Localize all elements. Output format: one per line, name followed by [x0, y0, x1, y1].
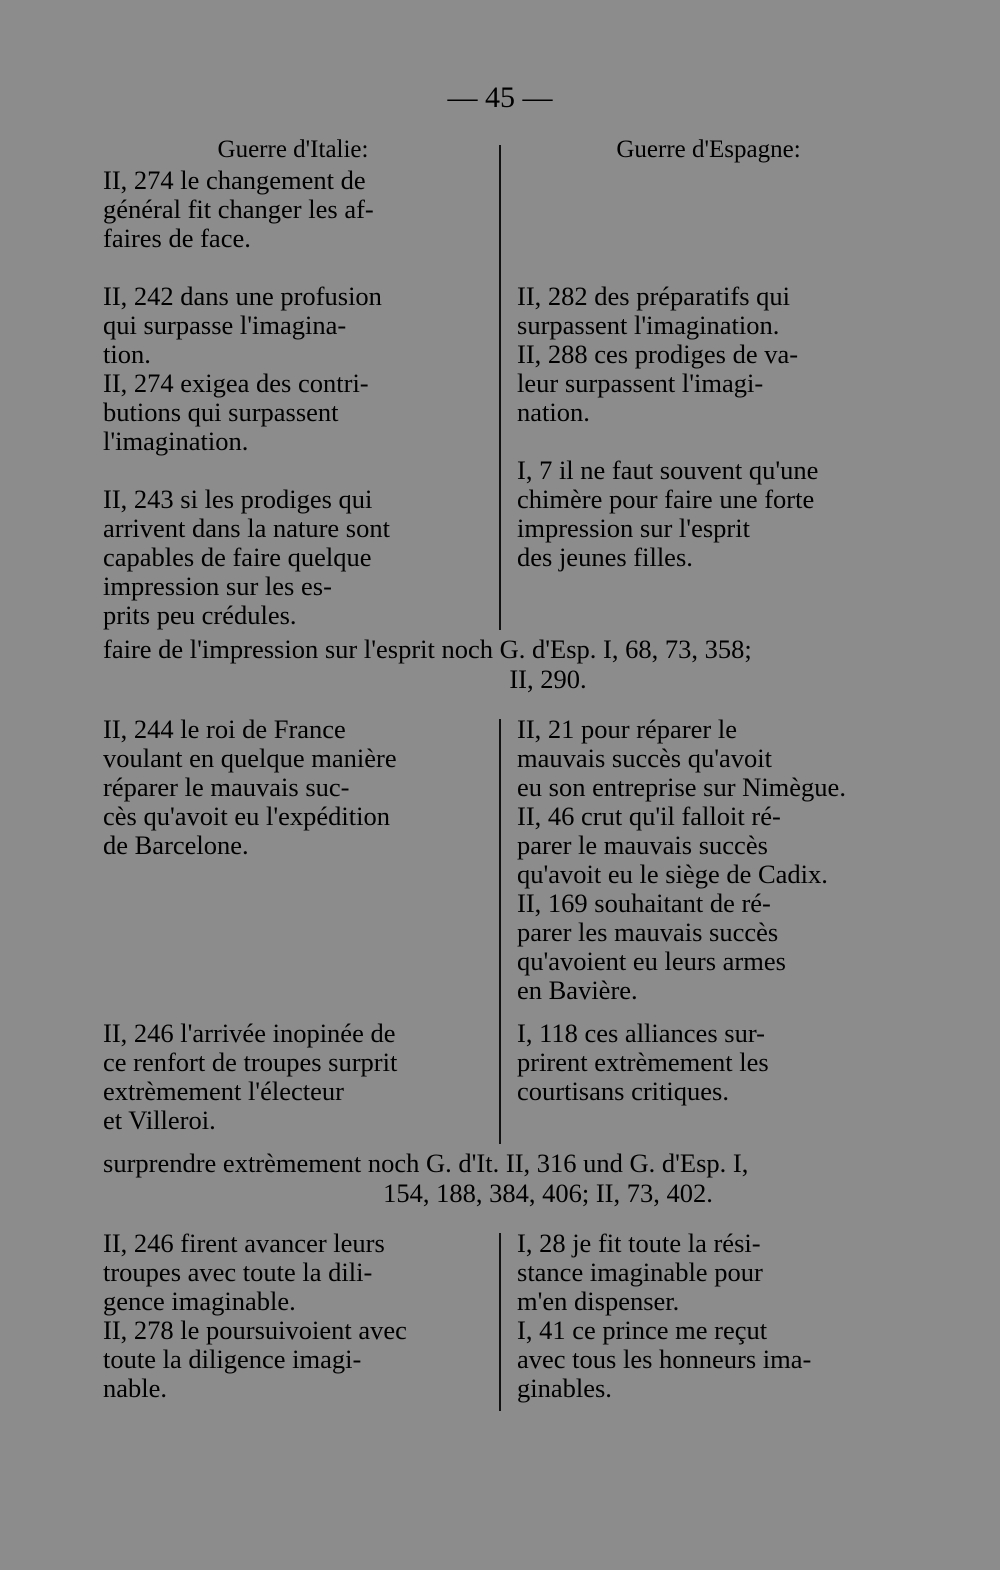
- citation-line: m'en dispenser.: [517, 1286, 680, 1316]
- blank-line: [517, 427, 900, 456]
- citation-line: tion.: [103, 339, 151, 369]
- citation-line: cès qu'avoit eu l'expédition: [103, 801, 390, 831]
- citation-line: eu son entreprise sur Nimègue.: [517, 772, 846, 802]
- note-surprendre: [103, 1148, 903, 1208]
- citation-line: I, 118 ces alliances sur-: [517, 1018, 765, 1048]
- citation-line: général fit changer les af-: [103, 194, 374, 224]
- citation-entry: [103, 1019, 483, 1135]
- citation-line: II, 169 souhaitant de ré-: [517, 888, 771, 918]
- citation-line: gence imaginable.: [103, 1286, 296, 1316]
- section-2-left-column: [103, 715, 483, 860]
- citation-line: en Bavière.: [517, 975, 638, 1005]
- citation-line: ce renfort de troupes surprit: [103, 1047, 398, 1077]
- citation-line: parer les mauvais succès: [517, 917, 779, 947]
- citation-line: II, 288 ces prodiges de va-: [517, 339, 799, 369]
- citation-line: II, 246 l'arrivée inopinée de: [103, 1018, 396, 1048]
- citation-line: troupes avec toute la dili-: [103, 1257, 373, 1287]
- note-faire-impression: [103, 634, 903, 694]
- citation-entry: [103, 715, 483, 860]
- blank-line: [517, 195, 900, 224]
- citation-entry: [103, 166, 483, 253]
- citation-line: faires de face.: [103, 223, 251, 253]
- citation-line: II, 278 le poursuivoient avec: [103, 1315, 407, 1345]
- note-line: faire de l'impression sur l'esprit noch G. d'Esp. I, 68, 73, 358;: [103, 634, 752, 664]
- section-2-right-column: [517, 715, 900, 1005]
- citation-line: surpassent l'imagination.: [517, 310, 780, 340]
- citation-line: arrivent dans la nature sont: [103, 513, 390, 543]
- note-line: II, 290.: [509, 664, 587, 694]
- note-line: surprendre extrèmement noch G. d'It. II, 316 und G. d'Esp. I,: [103, 1148, 749, 1178]
- citation-line: stance imaginable pour: [517, 1257, 763, 1287]
- blank-line: [103, 253, 483, 282]
- heading-guerre-italie: Guerre d'Italie:: [217, 136, 369, 163]
- citation-line: extrèmement l'électeur: [103, 1076, 344, 1106]
- section-4-right-column: [517, 1229, 900, 1403]
- citation-line: qui surpasse l'imagina-: [103, 310, 347, 340]
- citation-line: II, 46 crut qu'il falloit ré-: [517, 801, 781, 831]
- citation-line: toute la diligence imagi-: [103, 1344, 362, 1374]
- section-3-right-column: [517, 1019, 900, 1106]
- citation-line: réparer le mauvais suc-: [103, 772, 350, 802]
- citation-entry: [103, 1229, 483, 1316]
- citation-entry: [517, 1019, 900, 1106]
- citation-entry: [517, 1316, 900, 1403]
- citation-line: II, 274 le changement de: [103, 165, 366, 195]
- citation-line: courtisans critiques.: [517, 1076, 729, 1106]
- citation-entry: [517, 456, 900, 572]
- citation-line: II, 274 exigea des contri-: [103, 368, 369, 398]
- citation-entry: [103, 369, 483, 456]
- blank-line: [103, 456, 483, 485]
- citation-line: impression sur l'esprit: [517, 513, 750, 543]
- citation-line: butions qui surpassent: [103, 397, 339, 427]
- citation-line: nation.: [517, 397, 590, 427]
- citation-line: mauvais succès qu'avoit: [517, 743, 772, 773]
- citation-line: II, 246 firent avancer leurs: [103, 1228, 385, 1258]
- citation-line: qu'avoit eu le siège de Cadix.: [517, 859, 828, 889]
- citation-entry: [517, 282, 900, 340]
- citation-line: nable.: [103, 1373, 168, 1403]
- section-1-right-column: [517, 166, 900, 572]
- heading-guerre-espagne: Guerre d'Espagne:: [616, 136, 801, 163]
- citation-line: parer le mauvais succès: [517, 830, 768, 860]
- citation-line: avec tous les honneurs ima-: [517, 1344, 812, 1374]
- citation-line: qu'avoient eu leurs armes: [517, 946, 786, 976]
- column-divider: [499, 1233, 501, 1411]
- citation-line: I, 28 je fit toute la rési-: [517, 1228, 761, 1258]
- citation-entry: [517, 715, 900, 802]
- citation-line: II, 244 le roi de France: [103, 714, 346, 744]
- note-line: 154, 188, 384, 406; II, 73, 402.: [383, 1178, 713, 1208]
- blank-line: [517, 253, 900, 282]
- citation-line: des jeunes filles.: [517, 542, 693, 572]
- citation-line: I, 41 ce prince me reçut: [517, 1315, 768, 1345]
- citation-entry: [103, 485, 483, 630]
- citation-line: l'imagination.: [103, 426, 249, 456]
- citation-line: ginables.: [517, 1373, 612, 1403]
- citation-line: leur surpassent l'imagi-: [517, 368, 764, 398]
- citation-entry: [517, 1229, 900, 1316]
- page-number: — 45 —: [447, 81, 553, 114]
- citation-line: de Barcelone.: [103, 830, 249, 860]
- citation-line: II, 243 si les prodiges qui: [103, 484, 373, 514]
- blank-line: [517, 166, 900, 195]
- citation-line: et Villeroi.: [103, 1105, 216, 1135]
- citation-line: voulant en quelque manière: [103, 743, 397, 773]
- citation-line: impression sur les es-: [103, 571, 332, 601]
- column-divider: [499, 170, 501, 630]
- citation-line: II, 21 pour réparer le: [517, 714, 737, 744]
- citation-entry: [517, 802, 900, 889]
- citation-line: II, 242 dans une profusion: [103, 281, 382, 311]
- citation-entry: [517, 340, 900, 427]
- section-3-left-column: [103, 1019, 483, 1135]
- column-divider: [499, 719, 501, 1144]
- blank-line: [517, 224, 900, 253]
- citation-entry: [103, 282, 483, 369]
- citation-line: I, 7 il ne faut souvent qu'une: [517, 455, 819, 485]
- citation-line: capables de faire quelque: [103, 542, 372, 572]
- citation-line: chimère pour faire une forte: [517, 484, 815, 514]
- section-1-left-column: [103, 166, 483, 630]
- section-4-left-column: [103, 1229, 483, 1403]
- citation-entry: [517, 889, 900, 1005]
- citation-line: prits peu crédules.: [103, 600, 297, 630]
- citation-line: prirent extrèmement les: [517, 1047, 769, 1077]
- citation-line: II, 282 des préparatifs qui: [517, 281, 791, 311]
- citation-entry: [103, 1316, 483, 1403]
